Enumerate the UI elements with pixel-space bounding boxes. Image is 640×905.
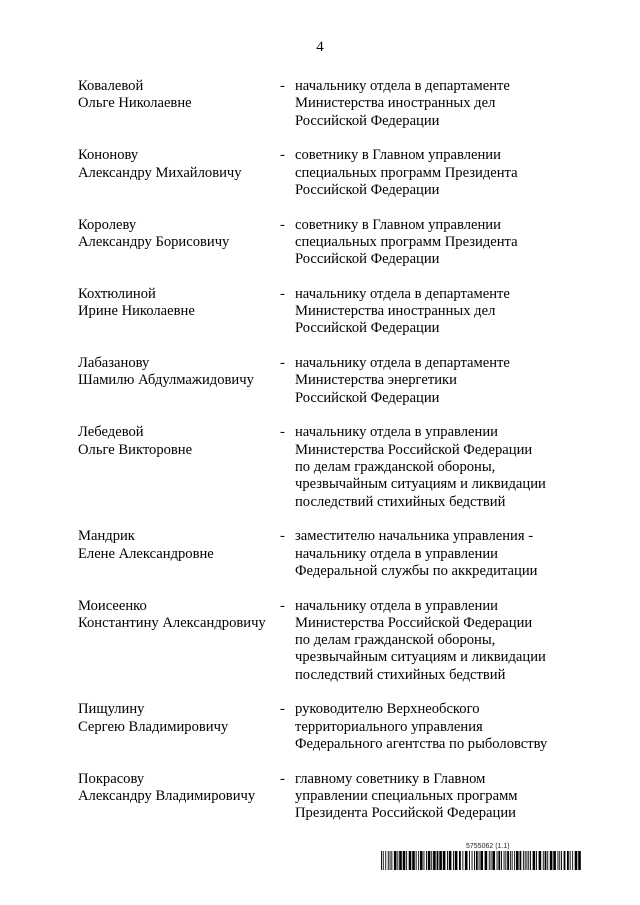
- recipient-position-line: советнику в Главном управлении: [295, 147, 501, 164]
- document-code: 5755062 (1.1): [466, 843, 510, 850]
- list-item: [78, 598, 578, 684]
- recipient-name-line: Ольге Николаевне: [78, 95, 192, 112]
- list-item: [78, 147, 578, 199]
- recipient-position-line: Министерства иностранных дел: [295, 95, 496, 112]
- recipient-position-line: территориального управления: [295, 718, 483, 735]
- separator-dash: -: [280, 770, 285, 787]
- recipient-name-line: Елене Александровне: [78, 545, 214, 562]
- recipient-name-line: Ирине Николаевне: [78, 303, 195, 320]
- recipient-name-line: Покрасову: [78, 770, 145, 787]
- recipient-position-line: управлении специальных программ: [295, 788, 518, 805]
- list-item: [78, 217, 578, 269]
- recipient-name-line: Лабазанову: [78, 355, 150, 372]
- recipient-position-line: специальных программ Президента: [295, 164, 518, 181]
- recipient-name: [78, 286, 280, 338]
- recipient-position-line: начальнику отдела в департаменте: [295, 285, 510, 302]
- separator-dash: -: [280, 147, 285, 164]
- recipient-name: [78, 771, 280, 823]
- recipient-name: [78, 701, 280, 753]
- recipient-name-line: Константину Александровичу: [78, 614, 266, 631]
- page-number: 4: [316, 39, 324, 55]
- recipient-position: [295, 598, 578, 684]
- recipient-position-line: главному советнику в Главном: [295, 770, 486, 787]
- recipient-name-line: Сергею Владимировичу: [78, 718, 229, 735]
- recipient-position-line: Федеральной службы по аккредитации: [295, 562, 538, 579]
- recipient-name-line: Лебедевой: [78, 424, 144, 441]
- recipient-position: [295, 771, 578, 823]
- recipient-position-line: Министерства Российской Федерации: [295, 441, 533, 458]
- recipient-name-line: Александру Михайловичу: [78, 164, 242, 181]
- recipient-position-line: Министерства энергетики: [295, 372, 457, 389]
- recipient-position-line: начальнику отдела в управлении: [295, 424, 498, 441]
- recipient-position-line: Российской Федерации: [295, 112, 440, 129]
- recipient-position-line: последствий стихийных бедствий: [295, 493, 506, 510]
- recipient-name-line: Кохтюлиной: [78, 285, 156, 302]
- recipient-position-line: Российской Федерации: [295, 389, 440, 406]
- barcode-image: [381, 851, 581, 870]
- recipient-name: [78, 355, 280, 407]
- list-item: [78, 528, 578, 580]
- recipient-name: [78, 598, 280, 684]
- recipient-position: [295, 701, 578, 753]
- recipient-position-line: по делам гражданской обороны,: [295, 459, 496, 475]
- recipient-position-line: советнику в Главном управлении: [295, 216, 501, 233]
- recipient-position: [295, 424, 578, 510]
- recipient-name: [78, 78, 280, 130]
- recipient-position-line: последствий стихийных бедствий: [295, 666, 506, 683]
- recipient-name-line: Кононову: [78, 147, 139, 164]
- recipient-position-line: Российской Федерации: [295, 320, 440, 337]
- recipient-name-line: Мандрик: [78, 528, 135, 545]
- separator-dash: -: [280, 78, 285, 94]
- recipient-position-line: начальнику отдела в управлении: [295, 597, 498, 614]
- recipient-position-line: начальнику отдела в департаменте: [295, 355, 510, 372]
- recipient-position: [295, 286, 578, 338]
- recipient-name-line: Александру Борисовичу: [78, 233, 230, 250]
- recipient-name-line: Королеву: [78, 216, 137, 233]
- separator-dash: -: [280, 597, 285, 614]
- recipient-name-line: Пищулину: [78, 701, 145, 718]
- recipient-name-line: Шамилю Абдулмажидовичу: [78, 372, 254, 389]
- separator-dash: -: [280, 424, 285, 441]
- separator-dash: -: [280, 355, 285, 372]
- separator-dash: -: [280, 701, 285, 718]
- recipient-position-line: начальнику отдела в департаменте: [295, 78, 510, 94]
- separator-dash: -: [280, 528, 285, 545]
- list-item: [78, 78, 578, 130]
- recipient-position-line: Министерства иностранных дел: [295, 303, 496, 320]
- award-list: [78, 78, 578, 840]
- recipient-position: [295, 355, 578, 407]
- recipient-position-line: начальнику отдела в управлении: [295, 545, 498, 562]
- recipient-position-line: чрезвычайным ситуациям и ликвидации: [295, 476, 546, 493]
- recipient-name: [78, 147, 280, 199]
- recipient-position-line: руководителю Верхнеобского: [295, 701, 480, 718]
- recipient-name: [78, 424, 280, 510]
- recipient-name-line: Ольге Викторовне: [78, 441, 193, 458]
- list-item: [78, 424, 578, 510]
- recipient-position-line: чрезвычайным ситуациям и ликвидации: [295, 649, 546, 666]
- recipient-position-line: заместителю начальника управления -: [295, 528, 534, 545]
- recipient-position: [295, 217, 578, 269]
- list-item: [78, 286, 578, 338]
- recipient-name: [78, 217, 280, 269]
- recipient-position-line: специальных программ Президента: [295, 233, 518, 250]
- recipient-position-line: Президента Российской Федерации: [295, 805, 516, 822]
- list-item: [78, 355, 578, 407]
- separator-dash: -: [280, 216, 285, 233]
- recipient-position-line: Российской Федерации: [295, 181, 440, 198]
- recipient-position-line: Министерства Российской Федерации: [295, 614, 533, 631]
- recipient-position: [295, 528, 578, 580]
- recipient-position-line: Федерального агентства по рыболовству: [295, 736, 548, 753]
- recipient-position: [295, 147, 578, 199]
- list-item: [78, 771, 578, 823]
- recipient-name: [78, 528, 280, 580]
- recipient-name-line: Ковалевой: [78, 78, 144, 94]
- separator-dash: -: [280, 285, 285, 302]
- recipient-name-line: Моисеенко: [78, 597, 147, 614]
- recipient-position-line: Российской Федерации: [295, 251, 440, 268]
- recipient-position-line: по делам гражданской обороны,: [295, 632, 496, 649]
- recipient-name-line: Александру Владимировичу: [78, 788, 256, 805]
- list-item: [78, 701, 578, 753]
- recipient-position: [295, 78, 578, 130]
